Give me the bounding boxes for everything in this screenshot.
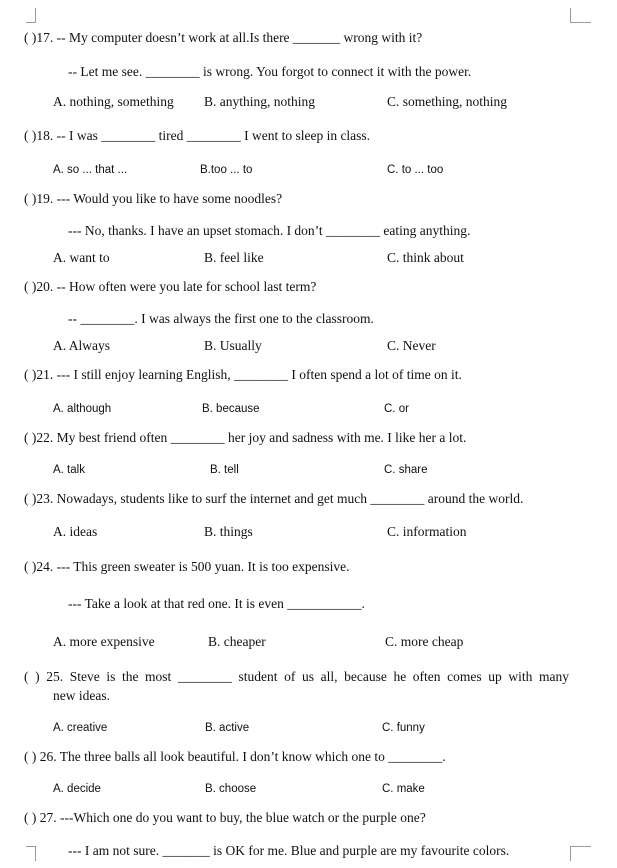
- question-19-option-c: C. think about: [387, 250, 464, 265]
- question-17-option-c: C. something, nothing: [387, 94, 508, 109]
- question-26-stem: ( ) 26. The three balls all look beautiful. I don’t know which one to ________.: [24, 749, 446, 764]
- question-24-reply: --- Take a look at that red one. It is even ___________.: [68, 596, 365, 611]
- question-19-stem: ( )19. --- Would you like to have some noodles?: [24, 191, 283, 206]
- crop-mark-top-left: [26, 8, 36, 23]
- crop-mark-bottom-left: [26, 846, 36, 861]
- question-23-option-b: B. things: [204, 524, 253, 539]
- question-21-stem: ( )21. --- I still enjoy learning English, ________ I often spend a lot of time on it.: [24, 367, 462, 382]
- question-20-option-c: C. Never: [387, 338, 436, 353]
- question-19-option-a: A. want to: [53, 250, 110, 265]
- question-18-option-c: C. to ... too: [387, 164, 444, 176]
- question-17-option-b: B. anything, nothing: [204, 94, 315, 109]
- question-22-stem: ( )22. My best friend often ________ her joy and sadness with me. I like her a lot.: [24, 430, 467, 445]
- question-21-option-a: A. although: [53, 403, 112, 415]
- question-23-option-c: C. information: [387, 524, 467, 539]
- question-24-option-a: A. more expensive: [53, 634, 155, 649]
- question-27-stem: ( ) 27. ---Which one do you want to buy, the blue watch or the purple one?: [24, 810, 426, 825]
- question-27-reply: --- I am not sure. _______ is OK for me. Blue and purple are my favourite colors.: [68, 843, 510, 858]
- question-23-stem: ( )23. Nowadays, students like to surf the internet and get much ________ around the world.: [24, 491, 524, 506]
- question-24-stem: ( )24. --- This green sweater is 500 yuan. It is too expensive.: [24, 559, 350, 574]
- question-20-stem: ( )20. -- How often were you late for school last term?: [24, 279, 317, 294]
- crop-mark-top-right: [570, 8, 591, 23]
- question-25-option-c: C. funny: [382, 722, 425, 734]
- question-24-option-c: C. more cheap: [385, 634, 464, 649]
- question-17-stem: ( )17. -- My computer doesn’t work at all.Is there _______ wrong with it?: [24, 30, 423, 45]
- question-26-option-b: B. choose: [205, 783, 257, 795]
- question-25-option-b: B. active: [205, 722, 250, 734]
- question-20-reply: -- ________. I was always the first one to the classroom.: [68, 311, 374, 326]
- question-22-option-b: B. tell: [210, 464, 239, 476]
- question-20-option-a: A. Always: [53, 338, 110, 353]
- question-21-option-c: C. or: [384, 403, 409, 415]
- question-25-stem: ( ) 25. Steve is the most ________ student of us all, because he often comes up with many: [24, 669, 569, 684]
- question-17-option-a: A. nothing, something: [53, 94, 174, 109]
- question-25-stem-continued: new ideas.: [53, 688, 110, 703]
- question-19-option-b: B. feel like: [204, 250, 264, 265]
- question-24-option-b: B. cheaper: [208, 634, 266, 649]
- question-18-stem: ( )18. -- I was ________ tired ________ I went to sleep in class.: [24, 128, 371, 143]
- question-22-option-c: C. share: [384, 464, 428, 476]
- question-21-option-b: B. because: [202, 403, 260, 415]
- question-22-option-a: A. talk: [53, 464, 85, 476]
- question-17-reply: -- Let me see. ________ is wrong. You forgot to connect it with the power.: [68, 64, 472, 79]
- question-25-option-a: A. creative: [53, 722, 108, 734]
- question-20-option-b: B. Usually: [204, 338, 262, 353]
- question-26-option-c: C. make: [382, 783, 425, 795]
- question-23-option-a: A. ideas: [53, 524, 98, 539]
- crop-mark-bottom-right: [570, 846, 591, 861]
- question-18-option-a: A. so ... that ...: [53, 164, 128, 176]
- question-19-reply: --- No, thanks. I have an upset stomach. I don’t ________ eating anything.: [68, 223, 471, 238]
- question-26-option-a: A. decide: [53, 783, 101, 795]
- question-18-option-b: B.too ... to: [200, 164, 253, 176]
